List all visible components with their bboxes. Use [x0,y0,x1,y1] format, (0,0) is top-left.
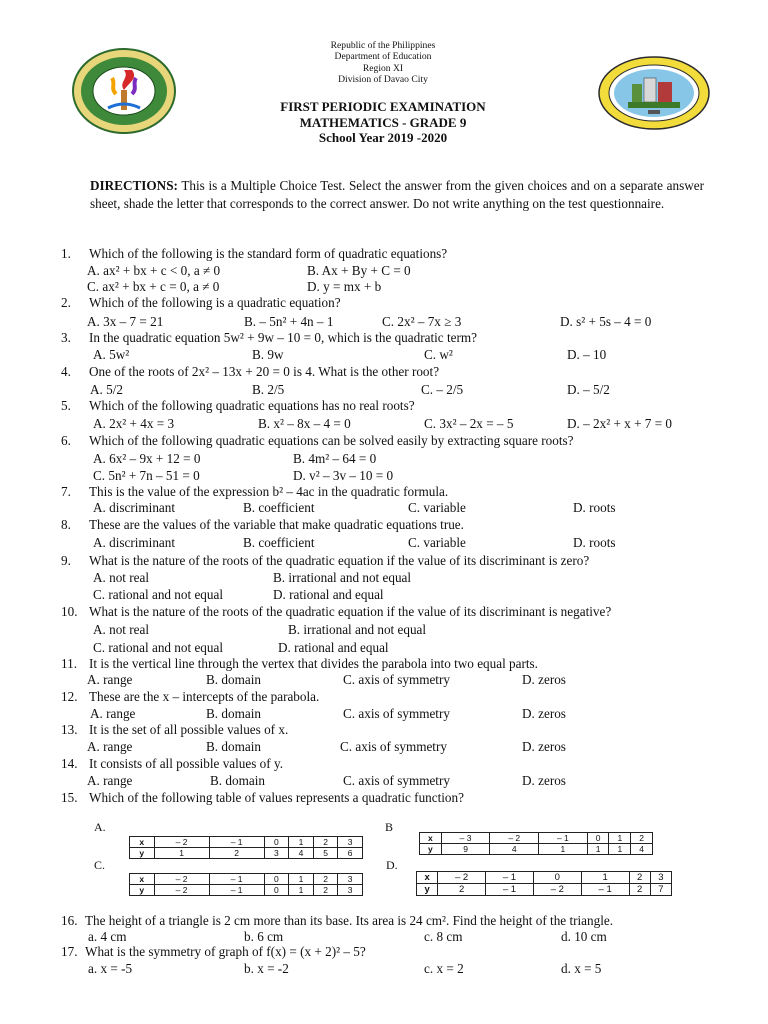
q1-option-b: B. Ax + By + C = 0 [307,263,411,278]
q8-option-c: C. variable [408,535,466,550]
table-option-c [129,873,363,896]
table-cell: – 2 [490,833,539,844]
q8-option-b: B. coefficient [243,535,315,550]
question-text: It is the vertical line through the vertex that divides the parabola into two equal parts. [89,656,538,671]
q2-option-d: D. s² + 5s – 4 = 0 [560,314,652,329]
q13-option-b: B. domain [206,739,261,754]
question-4 [61,364,439,380]
table-cell: 2 [629,872,650,884]
table-cell: 1 [609,833,631,844]
header-agency-block [230,40,536,85]
table-d-x-row [417,872,672,884]
table-cell: 2 [209,848,264,859]
table-cell: – 2 [154,837,209,848]
question-number: 1. [61,246,71,261]
directions-label: DIRECTIONS: [90,178,178,193]
table-cell: – 1 [539,833,588,844]
table-a-label: A. [94,820,106,834]
question-text: Which of the following is the standard form of quadratic equations? [89,246,448,261]
q14-option-a: A. range [87,773,133,788]
header-line-deped: Department of Education [334,51,432,63]
question-1 [61,246,447,262]
table-cell: – 1 [486,872,534,884]
question-9 [61,553,589,569]
q12-option-d: D. zeros [522,706,566,721]
q6-option-b: B. 4m² – 64 = 0 [293,451,377,466]
table-cell: 1 [289,874,314,885]
davao-city-division-logo [72,48,176,134]
table-cell: 0 [533,872,581,884]
question-text: What is the symmetry of graph of f(x) = (x + 2)² – 5? [85,944,366,959]
q6-option-a: A. 6x² – 9x + 12 = 0 [93,451,201,466]
table-b-label: B [385,820,394,834]
question-text: This is the value of the expression b² – 4ac in the quadratic formula. [89,484,449,499]
question-2 [61,295,341,311]
q10-option-a: A. not real [93,622,150,637]
q9-option-b: B. irrational and not equal [273,570,412,585]
table-cell: – 3 [441,833,490,844]
question-text: It consists of all possible values of y. [89,756,283,771]
question-number: 12. [61,689,78,704]
q13-option-d: D. zeros [522,739,566,754]
table-cell: y [130,848,155,859]
question-number: 17. [61,944,78,959]
question-14 [61,756,283,772]
table-cell: 7 [650,884,671,896]
table-cell: – 1 [209,837,264,848]
question-number: 14. [61,756,78,771]
q6-option-c: C. 5n² + 7n – 51 = 0 [93,468,200,483]
table-cell: 1 [289,837,314,848]
table-cell: 2 [313,874,338,885]
table-cell: y [130,885,155,896]
table-cell: 1 [581,872,629,884]
question-6 [61,433,574,449]
question-16 [61,913,613,929]
table-cell: 9 [441,844,490,855]
header-line-division: Division of Davao City [338,73,428,85]
q7-option-d: D. roots [573,500,616,515]
table-a-y-row [130,848,363,859]
table-cell: y [420,844,442,855]
q14-option-c: C. axis of symmetry [343,773,450,788]
q16-option-c: c. 8 cm [424,929,463,944]
table-cell: – 1 [581,884,629,896]
q4-option-d: D. – 5/2 [567,382,610,397]
q12-option-b: B. domain [206,706,261,721]
q16-option-d: d. 10 cm [561,929,607,944]
directions-text: This is a Multiple Choice Test. Select the answer from the given choices and on a separate answer sheet, shade the letter that corresponds to the correct answer. Do not write anything on the test questionnaire. [90,178,704,211]
q1-option-c: C. ax² + bx + c = 0, a ≠ 0 [87,279,220,294]
table-cell: 2 [631,833,653,844]
table-cell: – 2 [154,874,209,885]
question-text: Which of the following is a quadratic equation? [89,295,341,310]
question-13 [61,722,288,738]
q12-option-c: C. axis of symmetry [343,706,450,721]
question-3 [61,330,477,346]
q17-option-d: d. x = 5 [561,961,602,976]
table-cell: y [417,884,438,896]
question-text: These are the values of the variable that make quadratic equations true. [89,517,464,532]
table-cell: 3 [338,885,363,896]
q9-option-a: A. not real [93,570,150,585]
table-cell: – 1 [209,874,264,885]
directions-paragraph [90,177,704,213]
q2-option-c: C. 2x² – 7x ≥ 3 [382,314,462,329]
q17-option-a: a. x = -5 [88,961,133,976]
question-number: 10. [61,604,78,619]
q9-option-c: C. rational and not equal [93,587,224,602]
question-5 [61,398,415,414]
question-text: Which of the following table of values represents a quadratic function? [89,790,464,805]
q13-option-c: C. axis of symmetry [340,739,447,754]
table-cell: 6 [338,848,363,859]
question-12 [61,689,319,705]
question-text: One of the roots of 2x² – 13x + 20 = 0 is 4. What is the other root? [89,364,440,379]
q7-option-a: A. discriminant [93,500,176,515]
table-cell: 5 [313,848,338,859]
q10-option-c: C. rational and not equal [93,640,224,655]
table-cell: – 2 [438,872,486,884]
exam-title-block [200,99,566,146]
table-cell: x [420,833,442,844]
q11-option-a: A. range [87,672,133,687]
table-cell: 2 [313,885,338,896]
table-cell: x [130,874,155,885]
question-text: These are the x – intercepts of the parabola. [89,689,320,704]
table-d-y-row [417,884,672,896]
table-b-y-row [420,844,653,855]
question-number: 16. [61,913,78,928]
table-c-y-row [130,885,363,896]
header-line-region: Region XI [362,62,404,74]
q17-option-c: c. x = 2 [424,961,464,976]
table-cell: 1 [154,848,209,859]
q6-option-d: D. v² – 3v – 10 = 0 [293,468,394,483]
table-cell: 0 [264,837,289,848]
table-cell: 1 [609,844,631,855]
q14-option-d: D. zeros [522,773,566,788]
question-11 [61,656,538,672]
question-text: The height of a triangle is 2 cm more than its base. Its area is 24 cm². Find the height of the triangle. [85,913,614,928]
question-10 [61,604,611,620]
q16-option-b: b. 6 cm [244,929,284,944]
q3-option-d: D. – 10 [567,347,607,362]
question-number: 11. [61,656,77,671]
table-option-b [419,832,653,855]
q1-option-a: A. ax² + bx + c < 0, a ≠ 0 [87,263,221,278]
table-c-x-row [130,874,363,885]
question-number: 7. [61,484,71,499]
table-cell: x [130,837,155,848]
table-cell: 3 [338,874,363,885]
table-cell: 4 [289,848,314,859]
question-text: What is the nature of the roots of the quadratic equation if the value of its discriminant is negative? [89,604,612,619]
exam-school-year: School Year 2019 -2020 [318,130,448,145]
exam-subject: MATHEMATICS - GRADE 9 [299,114,467,130]
question-15 [61,790,464,806]
question-7 [61,484,448,500]
question-text: Which of the following quadratic equations has no real roots? [89,398,415,413]
table-option-a [129,836,363,859]
question-number: 15. [61,790,78,805]
q16-option-a: a. 4 cm [88,929,127,944]
q17-option-b: b. x = -2 [244,961,289,976]
q10-option-d: D. rational and equal [278,640,389,655]
table-c-label: C. [94,858,106,872]
q4-option-a: A. 5/2 [90,382,123,397]
question-number: 5. [61,398,71,413]
question-number: 8. [61,517,71,532]
q10-option-b: B. irrational and not equal [288,622,427,637]
question-17 [61,944,366,960]
q8-option-a: A. discriminant [93,535,176,550]
table-b-x-row [420,833,653,844]
q8-option-d: D. roots [573,535,616,550]
question-text: It is the set of all possible values of x. [89,722,289,737]
q14-option-b: B. domain [210,773,265,788]
q2-option-b: B. – 5n² + 4n – 1 [244,314,334,329]
q4-option-b: B. 2/5 [252,382,285,397]
table-cell: 3 [650,872,671,884]
question-text: In the quadratic equation 5w² + 9w – 10 = 0, which is the quadratic term? [89,330,477,345]
q3-option-a: A. 5w² [93,347,130,362]
q3-option-c: C. w² [424,347,453,362]
header-line-republic: Republic of the Philippines [330,40,436,51]
table-cell: 3 [338,837,363,848]
table-cell: – 2 [533,884,581,896]
table-cell: – 1 [209,885,264,896]
q5-option-d: D. – 2x² + x + 7 = 0 [567,416,673,431]
q5-option-a: A. 2x² + 4x = 3 [93,416,175,431]
table-a-x-row [130,837,363,848]
question-text: What is the nature of the roots of the quadratic equation if the value of its discriminant is zero? [89,553,590,568]
table-cell: x [417,872,438,884]
q12-option-a: A. range [90,706,136,721]
q9-option-d: D. rational and equal [273,587,384,602]
q11-option-c: C. axis of symmetry [343,672,450,687]
table-cell: 4 [631,844,653,855]
q5-option-b: B. x² – 8x – 4 = 0 [258,416,351,431]
exam-title: FIRST PERIODIC EXAMINATION [280,99,486,114]
table-cell: 2 [313,837,338,848]
table-cell: 3 [264,848,289,859]
table-cell: 0 [587,833,609,844]
q11-option-b: B. domain [206,672,261,687]
question-number: 3. [61,330,71,345]
question-text: Which of the following quadratic equations can be solved easily by extracting square roots? [89,433,574,448]
table-cell: 1 [289,885,314,896]
table-option-d [416,871,672,896]
table-cell: 0 [264,874,289,885]
school-seal-logo [598,56,710,130]
table-cell: 1 [587,844,609,855]
q5-option-c: C. 3x² – 2x = – 5 [424,416,514,431]
question-number: 13. [61,722,78,737]
question-number: 4. [61,364,71,379]
question-number: 2. [61,295,71,310]
table-cell: 2 [438,884,486,896]
question-number: 6. [61,433,71,448]
table-cell: – 2 [154,885,209,896]
q1-option-d: D. y = mx + b [307,279,382,294]
q13-option-a: A. range [87,739,133,754]
q2-option-a: A. 3x – 7 = 21 [87,314,164,329]
table-cell: 0 [264,885,289,896]
q4-option-c: C. – 2/5 [421,382,464,397]
q7-option-c: C. variable [408,500,466,515]
table-cell: – 1 [486,884,534,896]
q3-option-b: B. 9w [252,347,284,362]
q7-option-b: B. coefficient [243,500,315,515]
table-d-label: D. [386,858,398,872]
table-cell: 1 [539,844,588,855]
q11-option-d: D. zeros [522,672,566,687]
question-number: 9. [61,553,71,568]
question-8 [61,517,464,533]
table-cell: 2 [629,884,650,896]
table-cell: 4 [490,844,539,855]
